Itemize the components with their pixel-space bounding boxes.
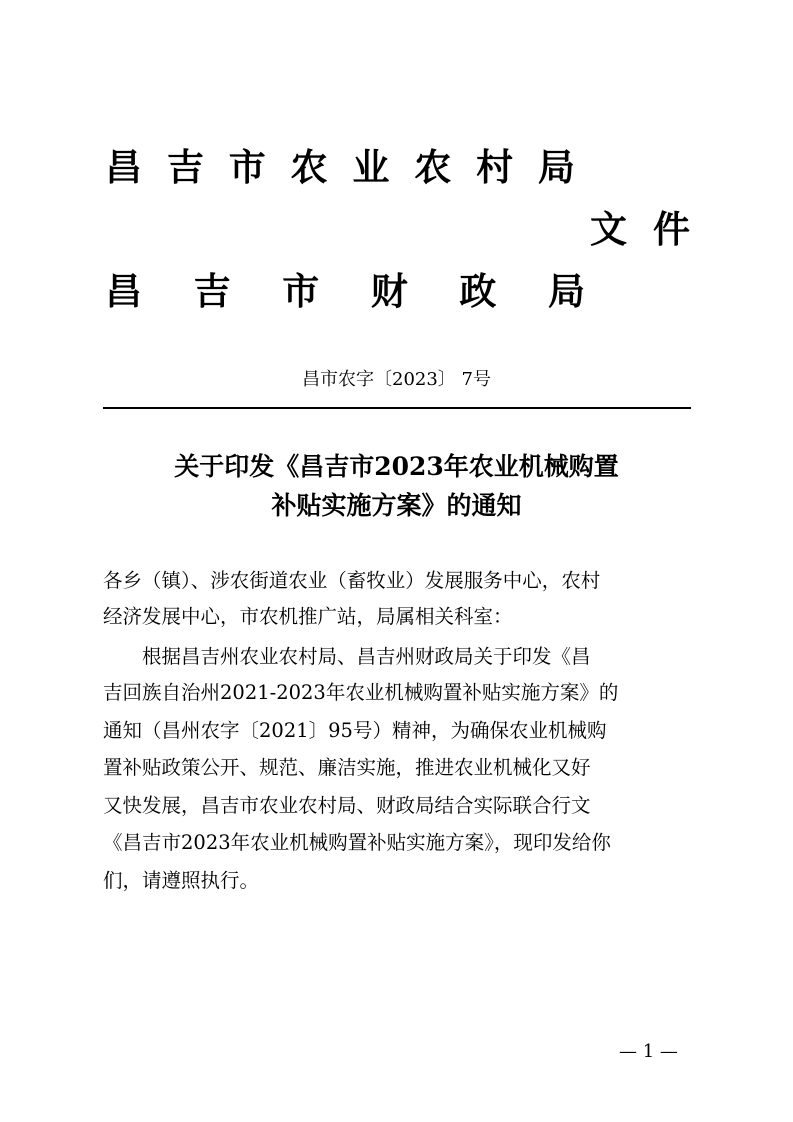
org-char: 村 <box>476 146 514 189</box>
header-divider <box>103 407 691 409</box>
org-char: 局 <box>547 270 585 313</box>
body-line: 《昌吉市2023年农业机械购置补贴实施方案》，现印发给你 <box>103 831 611 854</box>
body-line: 们，请遵照执行。 <box>103 869 260 892</box>
org-char: 吉 <box>193 270 231 313</box>
document-label <box>590 208 690 251</box>
body-line: 又快发展，昌吉市农业农村局、财政局结合实际联合行文 <box>103 794 591 817</box>
org-char: 财 <box>370 270 408 313</box>
body-line: 各乡（镇）、涉农街道农业（畜牧业）发展服务中心，农村 <box>103 569 601 592</box>
notice-title-line: 关于印发《昌吉市2023年农业机械购置 <box>174 452 619 481</box>
org-char: 局 <box>537 146 575 189</box>
body-line: 根据昌吉州农业农村局、昌吉州财政局关于印发《昌 <box>103 645 591 668</box>
org-char: 吉 <box>166 146 204 189</box>
body-line: 经济发展中心，市农机推广站，局属相关科室： <box>103 605 513 628</box>
body-line: 置补贴政策公开、规范、廉洁实施，推进农业机械化又好 <box>103 756 591 779</box>
issuing-org-agriculture <box>105 146 575 189</box>
notice-title-line: 补贴实施方案》的通知 <box>271 491 522 520</box>
org-char: 农 <box>414 146 452 189</box>
org-char: 业 <box>352 146 390 189</box>
org-char: 农 <box>290 146 328 189</box>
org-char: 昌 <box>105 270 142 313</box>
org-char: 政 <box>459 270 497 313</box>
body-line: 通知（昌州农字〔2021〕95号）精神，为确保农业机械购 <box>103 719 607 742</box>
doc-word-char: 文 <box>590 208 627 251</box>
document-number: 昌市农字〔2023〕 7号 <box>302 369 491 390</box>
doc-word-char: 件 <box>653 208 690 251</box>
org-char: 市 <box>228 146 266 189</box>
body-line: 吉回族自治州2021-2023年农业机械购置补贴实施方案》的 <box>103 681 619 704</box>
page-number: — 1 — <box>619 1041 678 1062</box>
org-char: 市 <box>282 270 320 313</box>
issuing-org-finance <box>105 270 585 313</box>
org-char: 昌 <box>105 146 142 189</box>
